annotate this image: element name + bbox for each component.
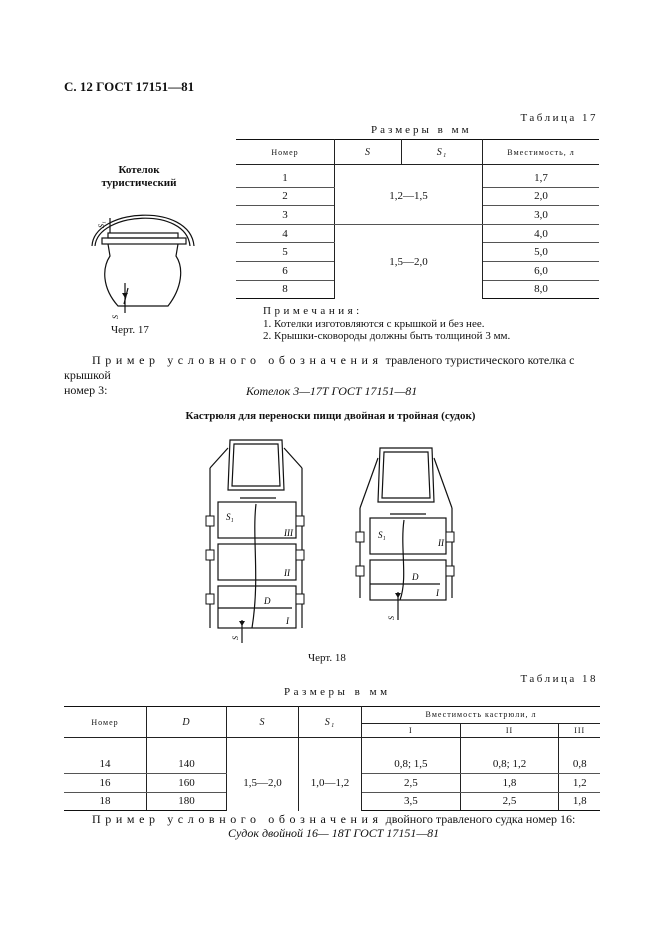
pot-drawing	[80, 188, 210, 323]
cell-s1: 1,0—1,2	[299, 756, 362, 811]
example2-text: двойного травленого судка номер 16:	[385, 812, 576, 826]
page-header: С. 12 ГОСТ 17151—81	[64, 79, 195, 94]
cell-d: 160	[147, 774, 227, 793]
col-header-number: Номер	[236, 140, 335, 165]
example2	[92, 812, 575, 827]
table-row	[236, 224, 599, 243]
cell-s-group1: 1,2—1,5	[335, 169, 483, 224]
example1-text: травленого туристического котелка с крышкой	[64, 353, 575, 382]
fig18-label-s1: S₁	[226, 512, 234, 522]
notes-heading: Примечания:	[263, 305, 363, 317]
fig18-label-i: I	[286, 616, 289, 626]
table-row	[64, 756, 600, 774]
note-item: 2. Крышки-сковороды должны быть толщиной 3 мм.	[263, 330, 511, 342]
cell-capacity: 6,0	[483, 261, 600, 280]
figure17-caption: Черт. 17	[111, 324, 149, 336]
figure17-title-line2: туристический	[101, 177, 177, 189]
cell-cap-i: 0,8; 1,5	[362, 756, 461, 774]
cell-d: 180	[147, 792, 227, 811]
figure17-label-s1: S₁	[97, 221, 106, 228]
fig18-label-ii: II	[284, 568, 290, 578]
table17-units: Размеры в мм	[371, 124, 472, 136]
table18-number: Таблица 18	[520, 673, 598, 685]
cell-d: 140	[147, 756, 227, 774]
col-header-d: D	[147, 707, 227, 738]
cell-number: 4	[236, 224, 335, 243]
cell-number: 3	[236, 206, 335, 225]
cell-capacity: 1,7	[483, 169, 600, 187]
example2-lead: Пример условного обозначения	[92, 812, 383, 826]
cell-capacity: 8,0	[483, 280, 600, 299]
fig18b-label-d: D	[412, 572, 419, 582]
table-17	[236, 139, 599, 299]
section18-title: Кастрюля для переноски пищи двойная и тройная (судок)	[185, 410, 476, 422]
col-header-ii: II	[460, 723, 559, 737]
cell-cap-i: 2,5	[362, 774, 461, 793]
table-row	[236, 169, 599, 187]
cell-capacity: 3,0	[483, 206, 600, 225]
col-header-iii: III	[559, 723, 600, 737]
figure18-caption: Черт. 18	[308, 652, 346, 664]
col-header-i: I	[362, 723, 461, 737]
cell-number: 14	[64, 756, 147, 774]
cell-capacity: 4,0	[483, 224, 600, 243]
table18-units: Размеры в мм	[284, 686, 391, 698]
cell-cap-iii: 1,8	[559, 792, 600, 811]
fig18b-label-ii: II	[438, 538, 444, 548]
example1-text2: номер 3:	[64, 383, 108, 397]
cell-capacity: 2,0	[483, 187, 600, 206]
fig18-label-s: S	[231, 636, 240, 640]
food-carrier-drawing	[190, 428, 480, 648]
fig18b-label-s: S	[387, 616, 396, 620]
cell-number: 5	[236, 243, 335, 262]
table17-number: Таблица 17	[520, 112, 598, 124]
cell-cap-iii: 1,2	[559, 774, 600, 793]
fig18-label-d: D	[264, 596, 271, 606]
cell-number: 8	[236, 280, 335, 299]
cell-number: 1	[236, 169, 335, 187]
figure17-label-s: S	[111, 315, 120, 319]
figure17-title	[96, 164, 182, 190]
col-header-capacity: Вместимость кастрюли, л	[362, 707, 601, 724]
example1-lead: Пример условного обозначения	[92, 353, 383, 367]
col-header-number: Номер	[64, 707, 147, 738]
cell-cap-ii: 2,5	[460, 792, 559, 811]
cell-cap-iii: 0,8	[559, 756, 600, 774]
cell-number: 18	[64, 792, 147, 811]
col-header-s1: S₁	[402, 140, 483, 165]
fig18b-label-i: I	[436, 588, 439, 598]
cell-s: 1,5—2,0	[227, 756, 299, 811]
figure17-title-line1: Котелок	[118, 164, 160, 176]
cell-number: 16	[64, 774, 147, 793]
note-item: 1. Котелки изготовляются с крышкой и без нее.	[263, 317, 485, 330]
cell-cap-i: 3,5	[362, 792, 461, 811]
cell-number: 6	[236, 261, 335, 280]
notes	[263, 305, 510, 343]
cell-cap-ii: 0,8; 1,2	[460, 756, 559, 774]
cell-capacity: 5,0	[483, 243, 600, 262]
col-header-s: S	[227, 707, 299, 738]
example2-designation: Судок двойной 16— 18Т ГОСТ 17151—81	[228, 826, 440, 840]
col-header-capacity: Вместимость, л	[483, 140, 600, 165]
table-18	[64, 706, 600, 811]
fig18b-label-s1: S₁	[378, 530, 386, 540]
cell-s-group2: 1,5—2,0	[335, 224, 483, 298]
cell-number: 2	[236, 187, 335, 206]
col-header-s: S	[335, 140, 402, 165]
cell-cap-ii: 1,8	[460, 774, 559, 793]
example1-designation: Котелок 3—17Т ГОСТ 17151—81	[246, 384, 418, 398]
fig18-label-iii: III	[284, 528, 293, 538]
col-header-s1: S₁	[299, 707, 362, 738]
